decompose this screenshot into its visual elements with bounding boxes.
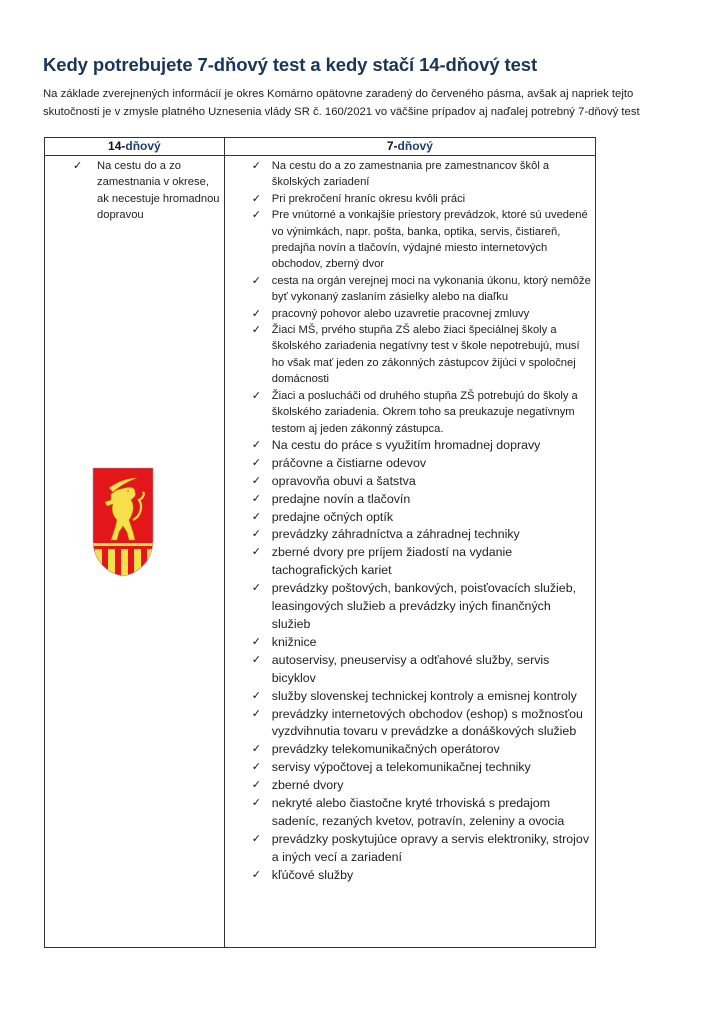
- list-item: [225, 491, 595, 509]
- list-item-text: knižnice: [271, 634, 317, 649]
- checkmark-icon: ✓: [251, 274, 261, 287]
- list-item: [225, 273, 595, 306]
- cell-14-day: [45, 156, 225, 948]
- list-item-text: Na cestu do práce s využitím hromadnej dopravy: [271, 437, 541, 452]
- list-item-text: prevádzky telekomunikačných operátorov: [271, 742, 500, 757]
- list-item: [225, 509, 595, 527]
- list-item: [225, 158, 595, 191]
- list-item-text: nekryté alebo čiastočne kryté trhoviská s predajom sadeníc, rezaných kvetov, potravín, zeleniny a ovocia: [271, 796, 565, 828]
- list-item: [225, 759, 595, 777]
- checkmark-icon: ✓: [251, 389, 261, 402]
- list-item-text: prevádzky záhradníctva a záhradnej techniky: [271, 527, 520, 542]
- header-7-day: [224, 138, 595, 156]
- list-item-text: predajne novín a tlačovín: [271, 491, 411, 506]
- list-item: [225, 191, 595, 207]
- document-title: Kedy potrebujete 7-dňový test a kedy stačí 14-dňový test: [43, 54, 538, 76]
- list-item-text: predajne očných optík: [271, 509, 394, 524]
- checkmark-icon: ✓: [251, 689, 261, 702]
- list-item-text: služby slovenskej technickej kontroly a emisnej kontroly: [271, 688, 577, 703]
- list-item: [225, 207, 595, 273]
- list-item-text: prevádzky poštových, bankových, poisťovacích služieb, leasingových služieb a prevádzky iných finančných služieb: [271, 581, 577, 631]
- checkmark-icon: ✓: [251, 653, 261, 666]
- list-item: [225, 831, 595, 867]
- checkmark-icon: ✓: [251, 510, 261, 523]
- checkmark-icon: ✓: [251, 582, 261, 595]
- list-item-text: Na cestu do a zo zamestnania v okrese, ak necestuje hromadnou dopravou: [97, 160, 220, 222]
- list-item: [225, 688, 595, 706]
- checkmark-icon: ✓: [251, 779, 261, 792]
- header-number: 7-: [386, 139, 398, 153]
- list-item-text: kľúčové služby: [271, 867, 354, 882]
- header-word: dňový: [125, 139, 161, 153]
- list-item: [225, 652, 595, 688]
- list-item: [225, 526, 595, 544]
- table-body-row: [45, 156, 596, 948]
- header-number: 14-: [108, 139, 126, 153]
- list-item-text: pracovný pohovor alebo uzavretie pracovnej zmluvy: [271, 307, 530, 320]
- checkmark-icon: ✓: [73, 160, 83, 172]
- list-item: [225, 634, 595, 652]
- checkmark-icon: ✓: [251, 456, 261, 469]
- checkmark-icon: ✓: [251, 324, 261, 337]
- list-item-text: autoservisy, pneuservisy a odťahové služby, servis bicyklov: [271, 652, 550, 685]
- checkmark-icon: ✓: [251, 743, 261, 756]
- list-item: [45, 158, 224, 224]
- checkmark-icon: ✓: [251, 635, 261, 648]
- list-14-day: [45, 156, 224, 224]
- list-item: [225, 544, 595, 580]
- checkmark-icon: ✓: [251, 474, 261, 487]
- checkmark-icon: ✓: [251, 528, 261, 541]
- header-word: dňový: [397, 139, 433, 153]
- checkmark-icon: ✓: [251, 438, 261, 451]
- list-item-text: Pre vnútorné a vonkajšie priestory prevádzok, ktoré sú uvedené vo výnimkách, napr. pošta, banka, optika, servis, čistiareň, predajňa novín a tlačovín, výdajné miesto internetových obchodov, zberný dvor: [271, 209, 588, 271]
- list-item-text: Na cestu do a zo zamestnania pre zamestnancov škôl a školských zariadení: [271, 160, 550, 189]
- header-14-day: [45, 138, 225, 156]
- list-item: [225, 580, 595, 634]
- list-item-text: Pri prekročení hraníc okresu kvôli práci: [271, 192, 466, 205]
- list-item: [225, 322, 595, 388]
- list-item: [225, 777, 595, 795]
- list-item: [225, 741, 595, 759]
- list-item-text: servisy výpočtovej a telekomunikačnej techniky: [271, 760, 531, 775]
- list-item: [225, 306, 595, 322]
- intro-paragraph: Na základe zverejnených informácií je okres Komárno opätovne zaradený do červeného pásma, avšak aj napriek tejto skutočnosti je v zmysle platného Uznesenia vlády SR č. 160/2021 vo väčšine prípadov aj naďalej potrebný 7-dňový test: [43, 88, 640, 118]
- list-7-day: [225, 156, 595, 885]
- list-item-text: Žiaci MŠ, prvého stupňa ZŠ alebo žiaci špeciálnej školy a školského zariadenia negatívny test v škole nepotrebujú, musí ho však mať jeden zo zákonných zástupcov žijúci v spoločnej domácnosti: [271, 324, 580, 386]
- list-item: [225, 473, 595, 491]
- checkmark-icon: ✓: [251, 761, 261, 774]
- checkmark-icon: ✓: [251, 209, 261, 222]
- list-item: [225, 795, 595, 831]
- list-item: [225, 388, 595, 437]
- checkmark-icon: ✓: [251, 160, 261, 172]
- list-item: [225, 706, 595, 742]
- checkmark-icon: ✓: [251, 797, 261, 810]
- list-item: [225, 455, 595, 473]
- list-item: [225, 867, 595, 885]
- checkmark-icon: ✓: [251, 832, 261, 845]
- cell-7-day: [224, 156, 595, 948]
- list-item-text: prevádzky internetových obchodov (eshop) s možnosťou vyzdvihnutia tovaru v prevádzke a donáškových služieb: [271, 706, 583, 739]
- list-item-text: Žiaci a poslucháči od druhého stupňa ZŠ potrebujú do školy a školského zariadenia. Okrem toho sa preukazuje negatívnym testom aj jeden zákonný zástupca.: [271, 389, 578, 435]
- list-item-text: zberné dvory: [271, 778, 344, 793]
- checkmark-icon: ✓: [251, 707, 261, 720]
- checkmark-icon: ✓: [251, 492, 261, 505]
- list-item: [225, 437, 595, 455]
- checkmark-icon: ✓: [251, 546, 261, 559]
- checkmark-icon: ✓: [251, 868, 261, 881]
- list-item-text: zberné dvory pre príjem žiadostí na vydanie tachografických kariet: [271, 545, 513, 578]
- list-item-text: prevádzky poskytujúce opravy a servis elektroniky, strojov a iných vecí a zariadení: [271, 831, 590, 864]
- table-header-row: [45, 138, 596, 156]
- checkmark-icon: ✓: [251, 192, 261, 205]
- checkmark-icon: ✓: [251, 307, 261, 320]
- list-item-text: cesta na orgán verejnej moci na vykonania úkonu, ktorý nemôže byť vykonaný zaslaním zásielky alebo na diaľku: [271, 274, 591, 304]
- comparison-table: [44, 137, 596, 948]
- list-item-text: opravovňa obuvi a šatstva: [271, 473, 416, 488]
- coat-of-arms-image: [91, 466, 155, 578]
- list-item-text: práčovne a čistiarne odevov: [271, 455, 427, 470]
